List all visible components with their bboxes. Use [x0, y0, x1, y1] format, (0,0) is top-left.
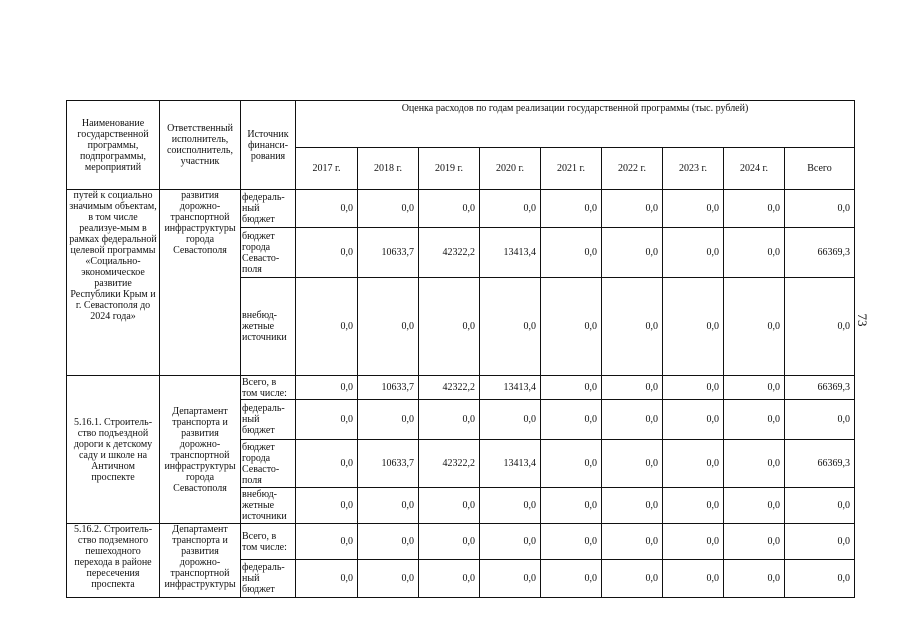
year-value-cell: 0,0: [296, 524, 358, 560]
program-name-cell: 5.16.1. Строитель-ство подъездной дороги к детскому саду и школе на Античном проспекте: [67, 376, 160, 524]
total-value-cell: 0,0: [785, 488, 855, 524]
year-value-cell: 0,0: [724, 400, 785, 440]
year-value-cell: 42322,2: [419, 440, 480, 488]
year-value-cell: 0,0: [419, 488, 480, 524]
year-value-cell: 0,0: [602, 376, 663, 400]
funding-source-cell: федераль-ный бюджет: [241, 560, 296, 598]
responsible-cell: Департамент транспорта и развития дорожно-транспортной инфраструктуры: [160, 524, 241, 598]
year-value-cell: 0,0: [419, 278, 480, 376]
year-value-cell: 0,0: [602, 278, 663, 376]
funding-source-cell: бюджет города Севасто-поля: [241, 228, 296, 278]
funding-source-cell: федераль-ный бюджет: [241, 400, 296, 440]
year-value-cell: 0,0: [724, 190, 785, 228]
year-value-cell: 0,0: [419, 190, 480, 228]
funding-source-cell: внебюд-жетные источники: [241, 278, 296, 376]
year-value-cell: 0,0: [480, 560, 541, 598]
total-value-cell: 0,0: [785, 190, 855, 228]
header-estimate: Оценка расходов по годам реализации государственной программы (тыс. рублей): [296, 101, 855, 148]
table-row: [67, 524, 855, 560]
year-value-cell: 0,0: [602, 400, 663, 440]
year-value-cell: 0,0: [602, 440, 663, 488]
year-value-cell: 0,0: [358, 560, 419, 598]
year-value-cell: 0,0: [724, 376, 785, 400]
year-value-cell: 0,0: [663, 440, 724, 488]
year-value-cell: 0,0: [419, 524, 480, 560]
year-value-cell: 0,0: [602, 190, 663, 228]
header-year: 2018 г.: [358, 148, 419, 190]
year-value-cell: 10633,7: [358, 228, 419, 278]
header-year: 2022 г.: [602, 148, 663, 190]
header-year: 2024 г.: [724, 148, 785, 190]
table-row: [67, 376, 855, 400]
year-value-cell: 0,0: [296, 376, 358, 400]
year-value-cell: 0,0: [541, 190, 602, 228]
total-value-cell: 66369,3: [785, 440, 855, 488]
table-body: [67, 190, 855, 598]
year-value-cell: 13413,4: [480, 440, 541, 488]
year-value-cell: 0,0: [663, 488, 724, 524]
year-value-cell: 0,0: [724, 278, 785, 376]
year-value-cell: 0,0: [480, 278, 541, 376]
total-value-cell: 66369,3: [785, 228, 855, 278]
budget-table: [66, 100, 855, 598]
header-year: 2017 г.: [296, 148, 358, 190]
year-value-cell: 0,0: [358, 488, 419, 524]
year-value-cell: 0,0: [296, 278, 358, 376]
year-value-cell: 0,0: [724, 488, 785, 524]
year-value-cell: 0,0: [480, 190, 541, 228]
year-value-cell: 0,0: [724, 440, 785, 488]
year-value-cell: 0,0: [724, 560, 785, 598]
header-year: 2021 г.: [541, 148, 602, 190]
program-name-cell: путей к социально значимым объектам, в том числе реализуе-мым в рамках федеральной целевой программы «Социально-экономическое развитие Республики Крым и г. Севастополя до 2024 года»: [67, 190, 160, 376]
year-value-cell: 0,0: [358, 400, 419, 440]
year-value-cell: 13413,4: [480, 376, 541, 400]
funding-source-cell: внебюд-жетные источники: [241, 488, 296, 524]
year-value-cell: 0,0: [663, 376, 724, 400]
year-value-cell: 0,0: [663, 278, 724, 376]
year-value-cell: 0,0: [724, 524, 785, 560]
year-value-cell: 0,0: [296, 228, 358, 278]
year-value-cell: 0,0: [602, 228, 663, 278]
year-value-cell: 0,0: [602, 524, 663, 560]
funding-source-cell: Всего, в том числе:: [241, 376, 296, 400]
year-value-cell: 0,0: [541, 440, 602, 488]
total-value-cell: 0,0: [785, 400, 855, 440]
year-value-cell: 0,0: [419, 560, 480, 598]
header-year: 2019 г.: [419, 148, 480, 190]
year-value-cell: 13413,4: [480, 228, 541, 278]
year-value-cell: 0,0: [541, 560, 602, 598]
year-value-cell: 0,0: [358, 190, 419, 228]
year-value-cell: 0,0: [541, 376, 602, 400]
year-value-cell: 0,0: [541, 488, 602, 524]
year-value-cell: 0,0: [602, 488, 663, 524]
header-source: Источник финанси-рования: [241, 101, 296, 190]
header-total: Всего: [785, 148, 855, 190]
year-value-cell: 0,0: [480, 488, 541, 524]
year-value-cell: 0,0: [480, 524, 541, 560]
year-value-cell: 42322,2: [419, 376, 480, 400]
responsible-cell: Департамент транспорта и развития дорожно-транспортной инфраструктуры города Севастополя: [160, 376, 241, 524]
year-value-cell: 10633,7: [358, 376, 419, 400]
page-number: 73: [855, 313, 870, 327]
year-value-cell: 0,0: [296, 400, 358, 440]
year-value-cell: 0,0: [296, 488, 358, 524]
year-value-cell: 0,0: [296, 560, 358, 598]
header-year: 2020 г.: [480, 148, 541, 190]
year-value-cell: 0,0: [663, 190, 724, 228]
total-value-cell: 0,0: [785, 278, 855, 376]
year-value-cell: 0,0: [541, 228, 602, 278]
header-year: 2023 г.: [663, 148, 724, 190]
funding-source-cell: бюджет города Севасто-поля: [241, 440, 296, 488]
total-value-cell: 0,0: [785, 524, 855, 560]
total-value-cell: 0,0: [785, 560, 855, 598]
year-value-cell: 10633,7: [358, 440, 419, 488]
total-value-cell: 66369,3: [785, 376, 855, 400]
year-value-cell: 0,0: [663, 560, 724, 598]
funding-source-cell: федераль-ный бюджет: [241, 190, 296, 228]
year-value-cell: 0,0: [663, 524, 724, 560]
responsible-cell: развития дорожно-транспортной инфраструктуры города Севастополя: [160, 190, 241, 376]
year-value-cell: 0,0: [663, 400, 724, 440]
year-value-cell: 0,0: [296, 440, 358, 488]
program-name-cell: 5.16.2. Строитель-ство подземного пешеходного перехода в районе пересечения проспекта: [67, 524, 160, 598]
year-value-cell: 0,0: [541, 278, 602, 376]
year-value-cell: 0,0: [602, 560, 663, 598]
table-row: [67, 190, 855, 228]
year-value-cell: 0,0: [296, 190, 358, 228]
year-value-cell: 0,0: [663, 228, 724, 278]
year-value-cell: 42322,2: [419, 228, 480, 278]
year-value-cell: 0,0: [419, 400, 480, 440]
header-name: Наименование государственной программы, подпрограммы, мероприятий: [67, 101, 160, 190]
year-value-cell: 0,0: [541, 400, 602, 440]
year-value-cell: 0,0: [541, 524, 602, 560]
funding-source-cell: Всего, в том числе:: [241, 524, 296, 560]
header-responsible: Ответственный исполнитель, соисполнитель, участник: [160, 101, 241, 190]
year-value-cell: 0,0: [480, 400, 541, 440]
year-value-cell: 0,0: [724, 228, 785, 278]
year-value-cell: 0,0: [358, 524, 419, 560]
year-value-cell: 0,0: [358, 278, 419, 376]
